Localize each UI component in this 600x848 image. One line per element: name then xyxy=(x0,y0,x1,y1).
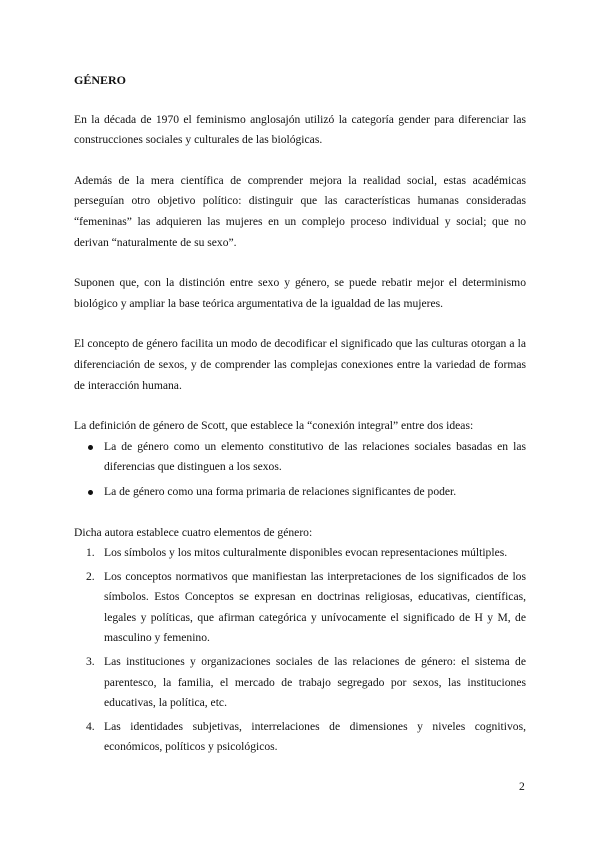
paragraph-1970: En la década de 1970 el feminismo anglosajón utilizó la categoría gender para diferenciar las construcciones sociales y culturales de las biológicas. xyxy=(74,112,526,147)
scott-bullet-list xyxy=(74,437,526,503)
item-text: Los conceptos normativos que manifiestan las interpretaciones de los significados de los símbolos. Estos Conceptos se expresan en doctrinas religiosas, educativas, científicas, legales y políticas, que afirman categórica y unívocamente el significado de H y M, de masculino y femenino. xyxy=(104,569,526,645)
bullet-text: La de género como una forma primaria de relaciones significantes de poder. xyxy=(104,484,457,498)
item-number: 2. xyxy=(86,569,95,583)
bullet-dot-icon xyxy=(88,490,93,495)
bullet-text: La de género como un elemento constitutivo de las relaciones sociales basadas en las diferencias que distinguen a los sexos. xyxy=(104,439,526,474)
item-text: Los símbolos y los mitos culturalmente disponibles evocan representaciones múltiples. xyxy=(104,546,508,560)
bullet-item xyxy=(74,482,526,503)
document-title: GÉNERO xyxy=(74,73,127,87)
numbered-item xyxy=(74,652,526,714)
item-text: Las instituciones y organizaciones sociales de las relaciones de género: el sistema de parentesco, la familia, el mercado de trabajo segregado por sexos, las instituciones educativas, la política, etc. xyxy=(104,655,526,710)
paragraph-determinismo: Suponen que, con la distinción entre sexo y género, se puede rebatir mejor el determinismo biológico y ampliar la base teórica argumentativa de la igualdad de las mujeres. xyxy=(74,276,526,310)
paragraph-concepto-genero: El concepto de género facilita un modo de decodificar el significado que las culturas otorgan a la diferenciación de sexos, y de comprender las complejas conexiones entre la variedad de formas de interacción humana. xyxy=(74,337,526,392)
numbered-item xyxy=(74,543,526,564)
scott-intro: La definición de género de Scott, que establece la “conexión integral” entre dos ideas: xyxy=(74,419,474,433)
document-body xyxy=(74,70,526,761)
item-number: 4. xyxy=(86,719,95,733)
numbered-item xyxy=(74,717,526,758)
bullet-item xyxy=(74,437,526,478)
item-number: 1. xyxy=(86,546,95,560)
item-text: Las identidades subjetivas, interrelaciones de dimensiones y niveles cognitivos, económicos, políticos y psicológicos. xyxy=(104,719,526,754)
elements-list xyxy=(74,543,526,758)
numbered-item xyxy=(74,567,526,649)
item-number: 3. xyxy=(86,655,95,669)
elements-intro: Dicha autora establece cuatro elementos de género: xyxy=(74,525,313,539)
bullet-dot-icon xyxy=(88,445,93,450)
paragraph-objetivo-politico: Además de la mera científica de comprender mejora la realidad social, estas académicas perseguían otro objetivo político: distinguir que las características humanas consideradas “femeninas” las adquieren las mujeres en un complejo proceso individual y social; que no derivan “naturalmente de su sexo”. xyxy=(74,173,526,249)
page-number: 2 xyxy=(519,780,525,793)
